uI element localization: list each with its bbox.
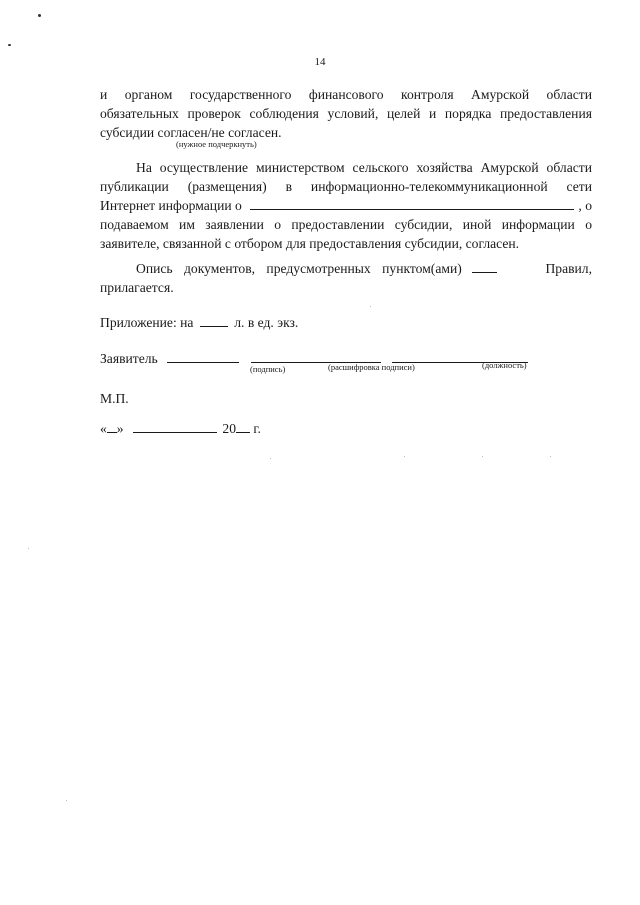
scan-speck	[370, 306, 371, 307]
scan-speck	[8, 44, 11, 46]
text-segment: Опись документов, предусмотренных пунктом(ами)	[136, 261, 462, 276]
position-caption: (должность)	[482, 360, 527, 370]
page-number: 14	[314, 56, 326, 68]
consent-publication-paragraph	[100, 158, 592, 253]
sheets-blank-field[interactable]	[200, 314, 228, 327]
scan-speck	[66, 800, 67, 801]
month-blank-field[interactable]	[133, 420, 217, 433]
text-line: субсидии согласен/не согласен.	[100, 125, 282, 140]
info-blank-field[interactable]	[250, 197, 575, 210]
text-segment: »	[116, 421, 124, 436]
applicant-label: Заявитель	[100, 351, 158, 366]
text-line: публикации (размещения) в информационно-телекоммуникационной сети	[100, 179, 592, 194]
stamp-place	[100, 389, 592, 408]
text-line: и органом государственного финансового контроля Амурской области	[100, 87, 592, 102]
underline-note: (нужное подчеркнуть)	[176, 139, 257, 149]
text-line: обязательных проверок соблюдения условий, целей и порядка предоставления	[100, 106, 592, 121]
year-blank-field[interactable]	[236, 420, 250, 433]
day-blank-field[interactable]	[107, 420, 117, 433]
text-segment: Приложение: на	[100, 315, 194, 330]
scan-speck	[404, 456, 405, 457]
text-line	[100, 196, 592, 215]
scan-speck	[550, 456, 551, 457]
scan-speck	[28, 548, 29, 549]
attachment-line	[100, 313, 592, 332]
text-segment: Правил,	[545, 261, 592, 276]
stamp-label: М.П.	[100, 391, 129, 406]
scan-speck	[270, 458, 271, 459]
text-line	[100, 259, 592, 278]
text-line	[100, 419, 592, 438]
text-line: заявителе, связанной с отбором для предоставления субсидии, согласен.	[100, 236, 520, 251]
text-segment: л. в ед. экз.	[234, 315, 299, 330]
text-line: подаваемом им заявлении о предоставлении субсидии, иной информации о	[100, 217, 592, 232]
text-segment: , о	[578, 198, 592, 213]
applicant-blank-field[interactable]	[167, 350, 239, 363]
text-line	[100, 313, 592, 332]
text-segment: «	[100, 421, 107, 436]
scan-speck	[38, 14, 41, 17]
decoding-caption: (расшифровка подписи)	[328, 362, 415, 372]
text-segment: г.	[253, 421, 261, 436]
date-line	[100, 419, 592, 438]
consent-audit-paragraph	[100, 85, 592, 142]
text-line: На осуществление министерством сельского хозяйства Амурской области	[136, 160, 592, 175]
inventory-paragraph	[100, 259, 592, 297]
text-segment: Интернет информации о	[100, 198, 242, 213]
signature-caption: (подпись)	[250, 364, 286, 374]
clause-blank-field[interactable]	[472, 260, 498, 273]
scan-speck	[482, 456, 483, 457]
text-line: прилагается.	[100, 280, 174, 295]
text-segment: 20	[222, 421, 236, 436]
